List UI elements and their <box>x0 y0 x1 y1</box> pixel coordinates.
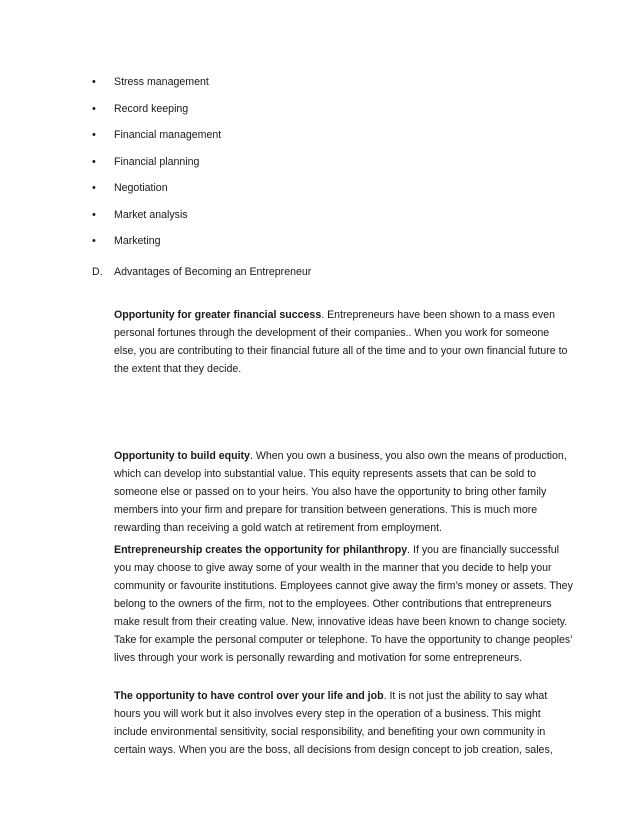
list-item <box>92 181 221 208</box>
list-item <box>92 128 221 155</box>
list-item <box>92 75 221 102</box>
list-item <box>92 102 221 129</box>
paragraph-build-equity <box>114 447 574 537</box>
list-item <box>92 234 221 261</box>
paragraph-heading: Opportunity for greater financial success <box>114 308 322 321</box>
paragraph-body: . It is not just the ability to say what hours you will work but it also involves every step in the operation of a business. This might include environmental sensitivity, social responsibility, and benefiting your own community in certain ways. When you are the boss, all decisions from design concept to job creation, sales, <box>114 689 553 756</box>
paragraph-heading: The opportunity to have control over your life and job <box>114 689 384 702</box>
bullet-icon: • <box>92 155 96 168</box>
paragraph-body: . When you own a business, you also own the means of production, which can develop into substantial value. This equity represents assets that can be sold to someone else or passed on to your heirs. You also have the opportunity to bring other family members into your firm and prepare for transition between generations. This is much more rewarding than receiving a gold watch at retirement from employment. <box>114 449 567 534</box>
list-item-text: Stress management <box>114 76 209 88</box>
section-heading <box>92 265 311 279</box>
bullet-icon: • <box>92 208 96 221</box>
paragraph-heading: Opportunity to build equity <box>114 449 250 462</box>
list-item-text: Financial planning <box>114 155 200 168</box>
list-item-text: Negotiation <box>114 182 168 194</box>
list-item-text: Financial management <box>114 129 222 141</box>
bullet-icon: • <box>92 102 96 115</box>
list-item-text: Marketing <box>114 235 161 247</box>
bullet-icon: • <box>92 129 96 141</box>
bullet-icon: • <box>92 235 96 247</box>
paragraph-control <box>114 687 574 759</box>
section-title: Advantages of Becoming an Entrepreneur <box>114 266 312 278</box>
list-item-text: Market analysis <box>114 208 188 221</box>
paragraph-philanthropy <box>114 541 574 667</box>
paragraph-body: . If you are financially successful you may choose to give away some of your wealth in the manner that you decide to help your community or favourite institutions. Employees cannot give away the firm’s money or assets. They belong to the owners of the firm, not to the employees. Other contributions that entrepreneurs make result from their creating value. New, innovative ideas have been known to change society. Take for example the personal computer or telephone. To have the opportunity to change peoples’ lives through your work is personally rewarding and motivation for some entrepreneurs. <box>114 543 573 664</box>
bullet-icon: • <box>92 76 96 88</box>
section-letter: D. <box>92 266 103 278</box>
paragraph-body: . Entrepreneurs have been shown to a mass even personal fortunes through the development of their companies.. When you work for someone else, you are contributing to their financial future all of the time and to your own financial future to the extent that they decide. <box>114 308 568 375</box>
paragraph-heading: Entrepreneurship creates the opportunity for philanthropy <box>114 543 408 556</box>
paragraph-financial-success <box>114 306 574 378</box>
list-item <box>92 208 221 235</box>
list-item <box>92 155 221 182</box>
skills-bullet-list <box>92 75 221 261</box>
list-item-text: Record keeping <box>114 102 189 115</box>
bullet-icon: • <box>92 182 96 194</box>
